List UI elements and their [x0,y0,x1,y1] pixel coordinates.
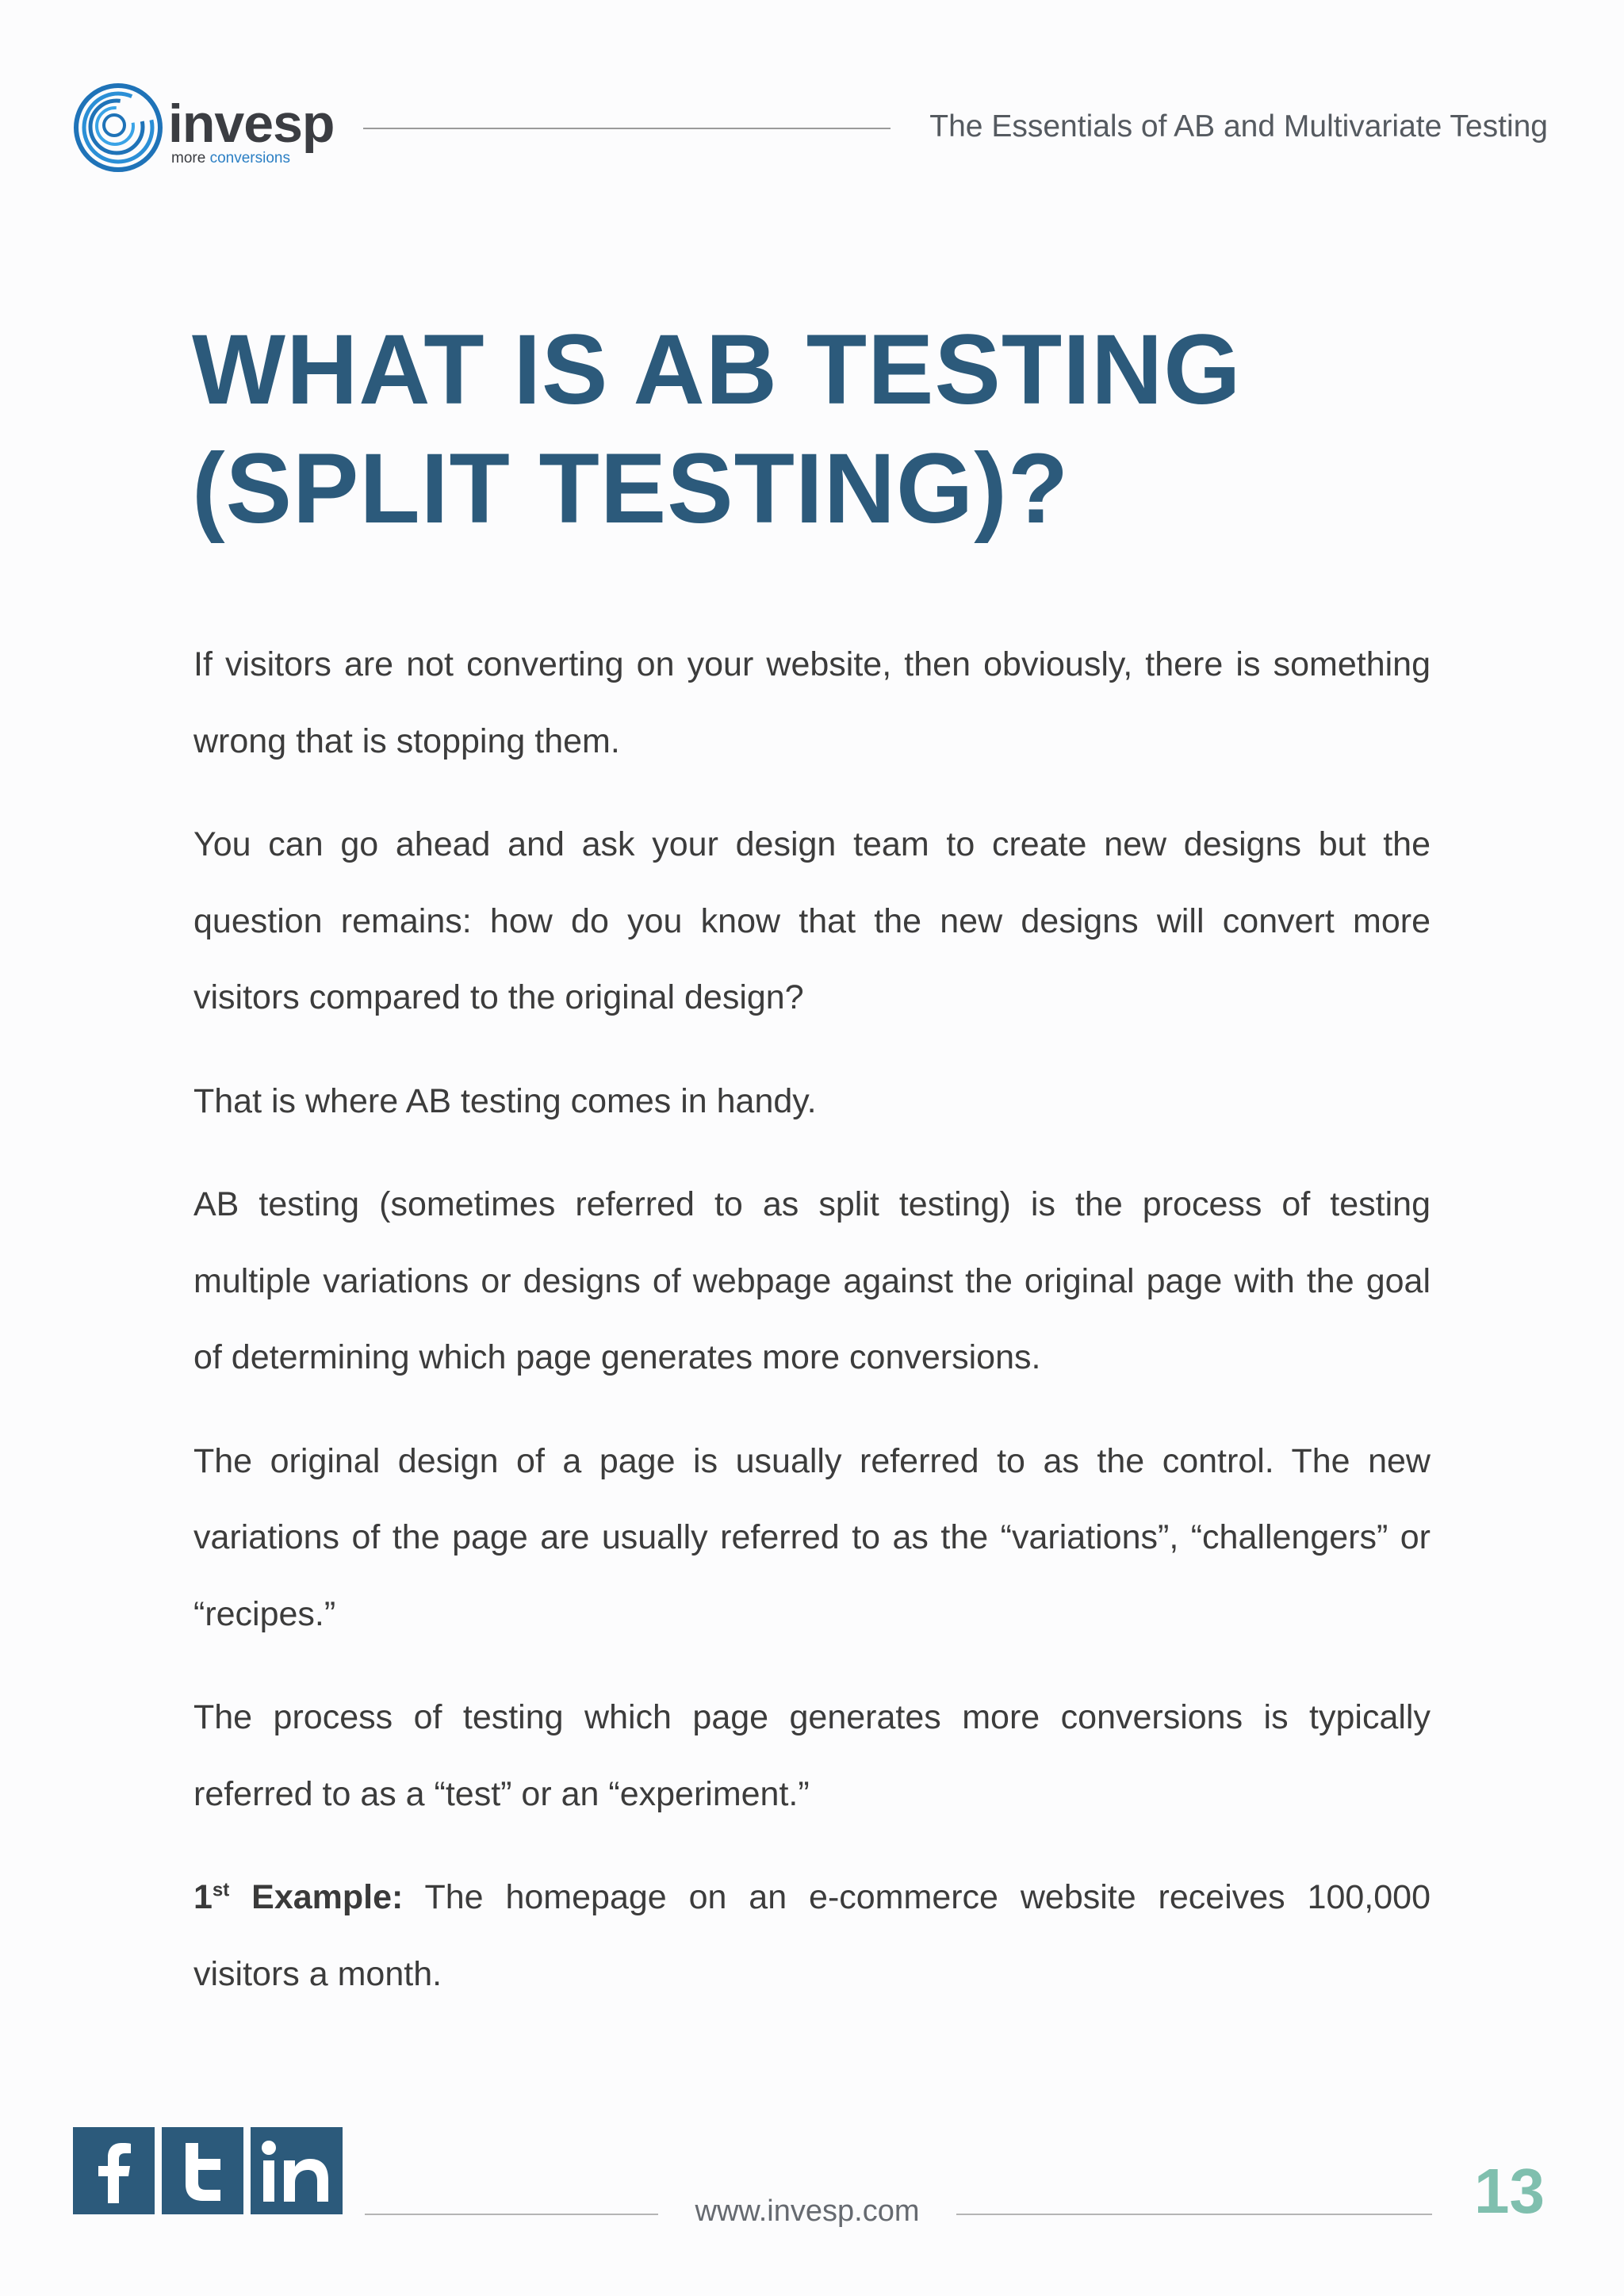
logo-tagline [171,151,290,166]
example-ordinal: st [212,1879,230,1901]
twitter-icon[interactable] [162,2127,243,2214]
paragraph: The process of testing which page generates more conversions is typically referred to as a “test” or an “experiment.” [193,1698,1431,1813]
logo-rings-icon [73,82,163,173]
page-title-line-2: (SPLIT TESTING)? [192,434,1070,544]
page-title [192,311,1461,549]
document-title: The Essentials of AB and Multivariate Testing [929,109,1548,144]
footer-url-link[interactable]: www.invesp.com [695,2195,920,2228]
paragraph: That is where AB testing comes in handy. [193,1081,817,1120]
logo-tagline-accent: conversions [209,150,290,166]
social-links [73,2127,343,2214]
example-text: The homepage on an e-commerce website receives 100,000 visitors a month. [193,1878,1431,1993]
linkedin-icon[interactable] [251,2127,343,2214]
page-number: 13 [1474,2156,1545,2226]
example-label-text: Example: [229,1878,404,1916]
header-divider [363,128,891,129]
facebook-icon[interactable] [73,2127,155,2214]
paragraph: AB testing (sometimes referred to as split testing) is the process of testing multiple variations or designs of webpage against the original page with the goal of determining which page generates more conversions. [193,1185,1431,1376]
logo-tagline-prefix: more [171,150,206,166]
logo-wordmark: invesp [168,94,335,154]
page-title-line-1: WHAT IS AB TESTING [192,315,1242,425]
example-number: 1 [193,1878,213,1916]
example-paragraph [193,1859,1431,2012]
paragraph: The original design of a page is usually referred to as the control. The new variations of the page are usually referred to as the “variations”, “challengers” or “recipes.” [193,1441,1431,1633]
example-label [193,1878,403,1916]
footer-divider-left [365,2214,658,2215]
invesp-logo[interactable] [73,82,343,178]
footer-divider-right [956,2214,1432,2215]
paragraph: If visitors are not converting on your website, then obviously, there is something wrong that is stopping them. [193,645,1431,760]
paragraph: You can go ahead and ask your design team to create new designs but the question remains: how do you know that the new designs will convert more visitors compared to the original design? [193,825,1431,1016]
body-text [193,626,1431,2039]
